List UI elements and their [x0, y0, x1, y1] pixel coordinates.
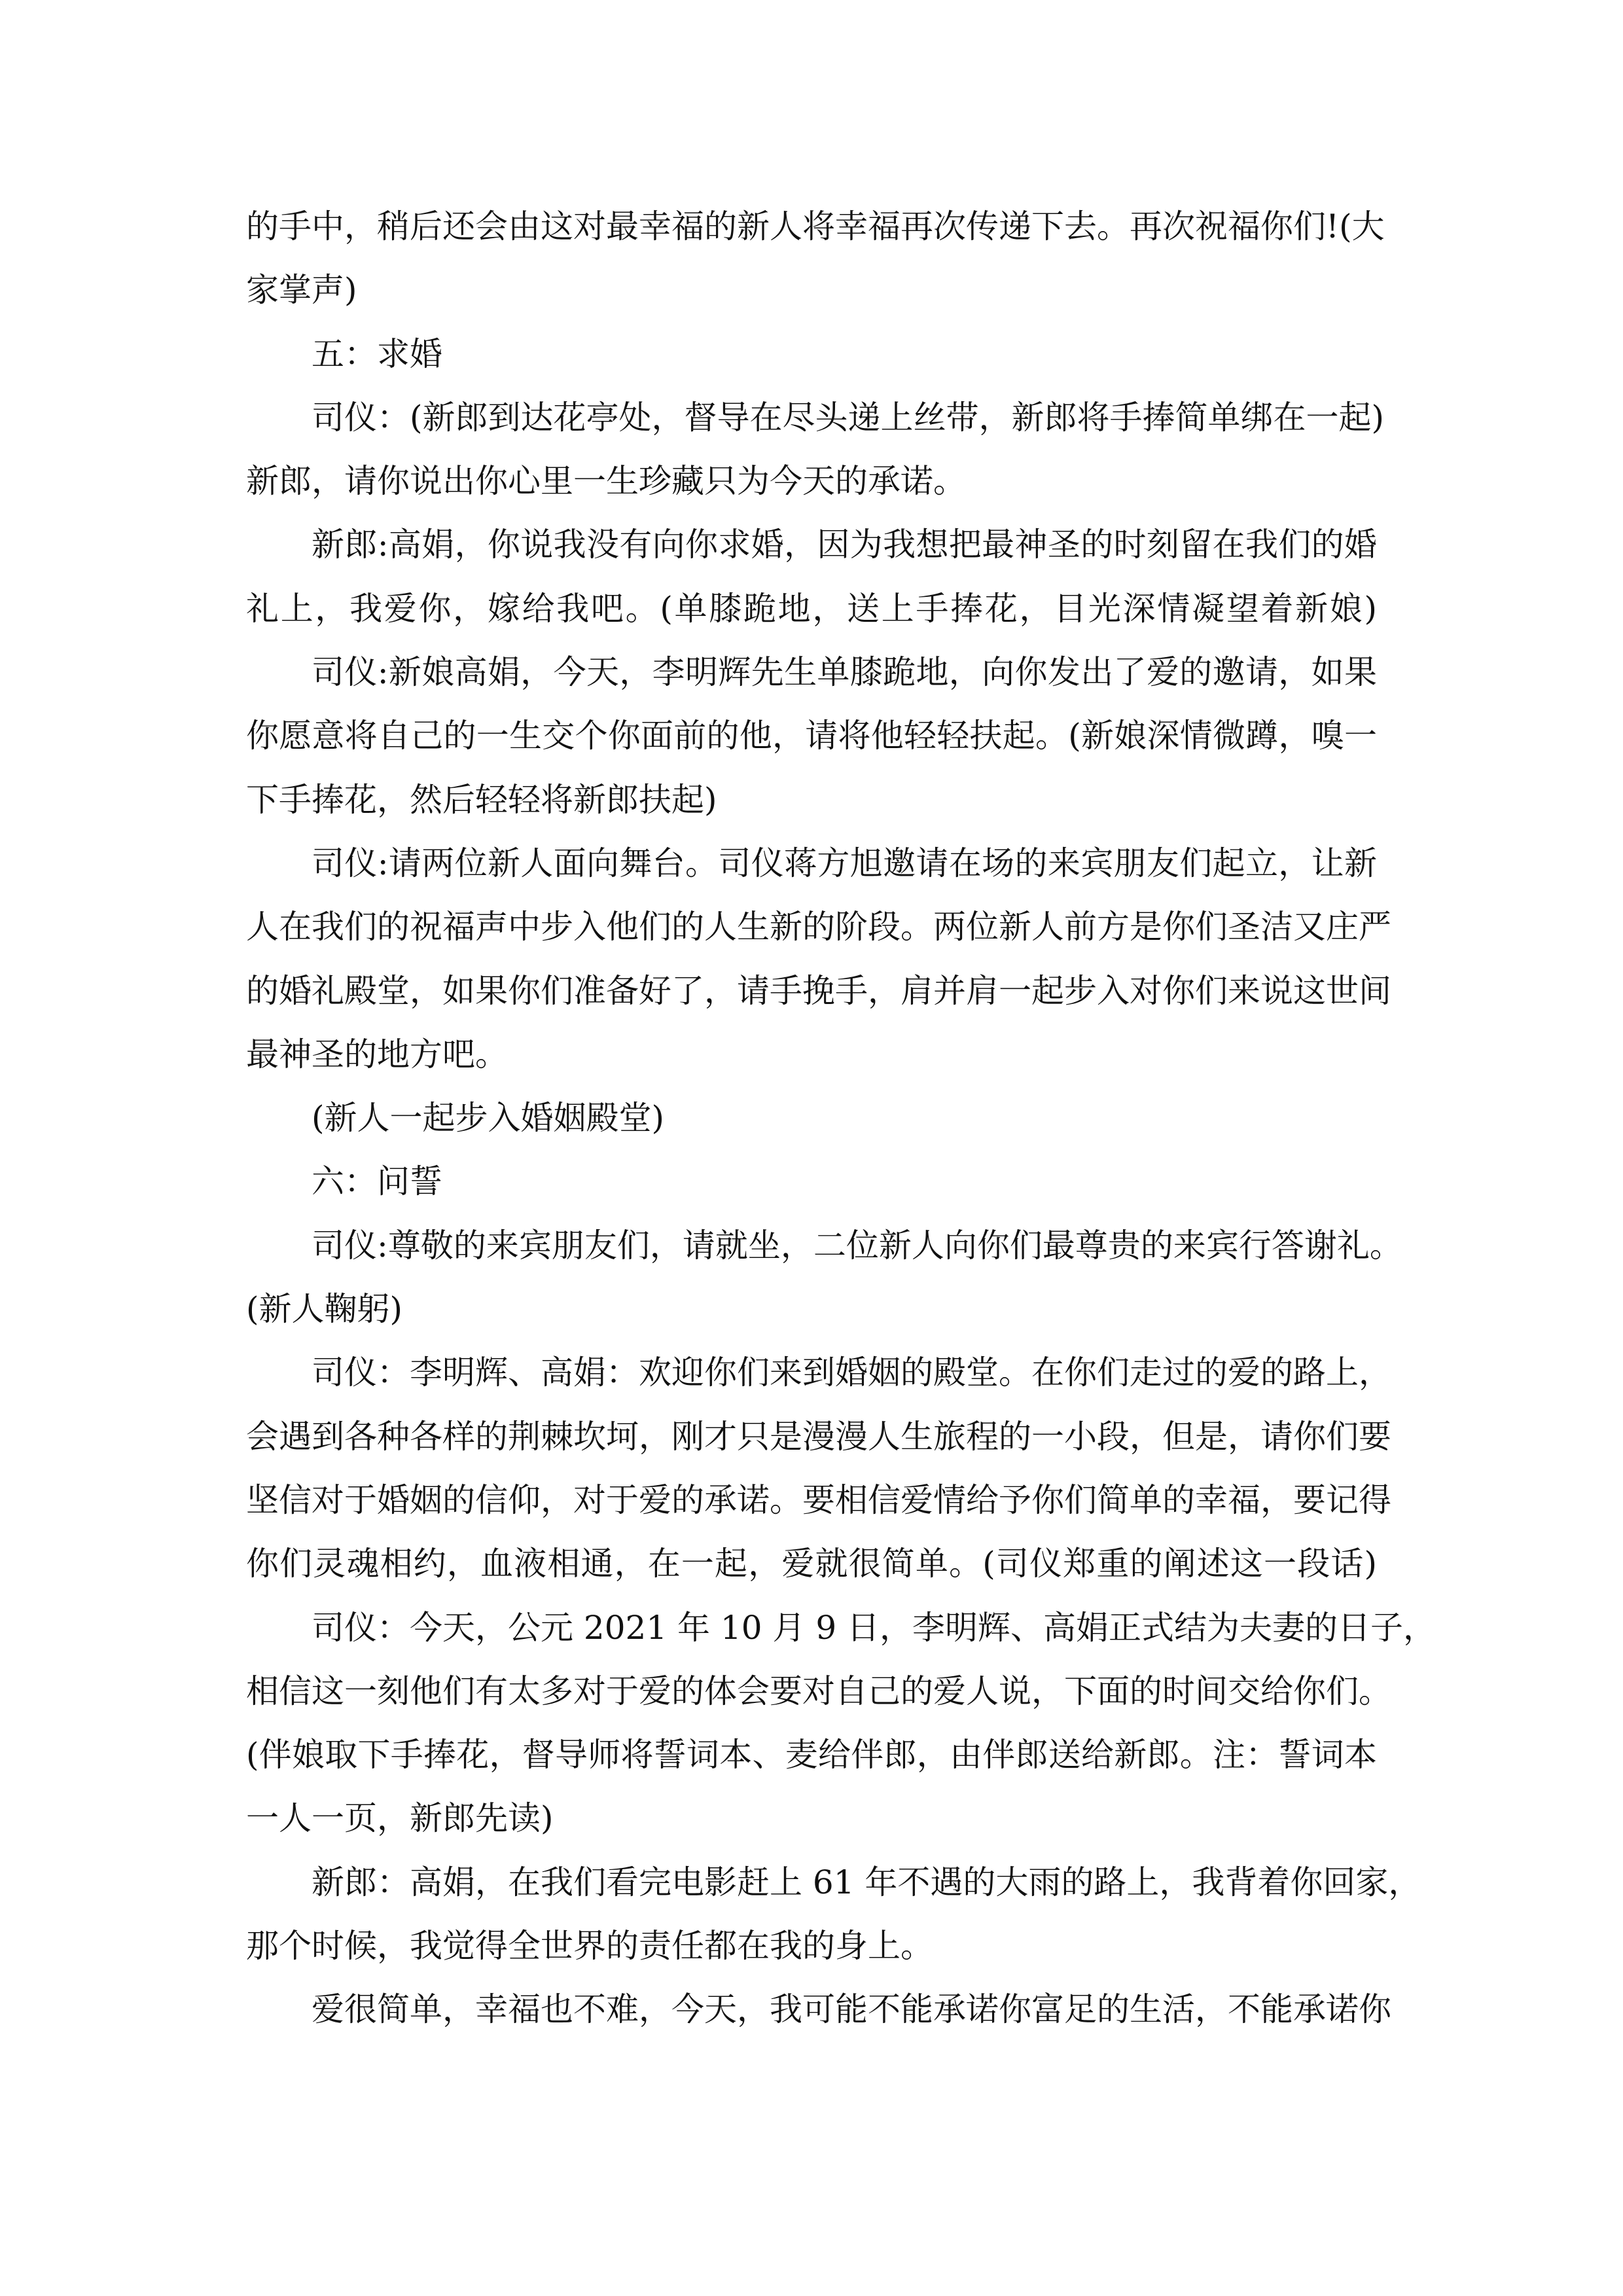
text-line: 人在我们的祝福声中步入他们的人生新的阶段。两位新人前方是你们圣洁又庄严 [246, 908, 1391, 946]
text-line: (新人鞠躬) [246, 1290, 403, 1329]
text-line: 坚信对于婚姻的信仰，对于爱的承诺。要相信爱情给予你们简单的幸福，要记得 [246, 1480, 1391, 1519]
text-line: 司仪：李明辉、高娟：欢迎你们来到婚姻的殿堂。在你们走过的爱的路上， [312, 1354, 1391, 1392]
text-line: 家掌声) [246, 271, 357, 310]
text-line: 的婚礼殿堂，如果你们准备好了，请手挽手，肩并肩一起步入对你们来说这世间 [246, 971, 1391, 1010]
text-line: 一人一页，新郎先读) [246, 1799, 554, 1838]
text-line: 会遇到各种各样的荆棘坎坷，刚才只是漫漫人生旅程的一小段，但是，请你们要 [246, 1417, 1391, 1456]
text-line: 的手中，稍后还会由这对最幸福的新人将幸福再次传递下去。再次祝福你们!(大 [246, 207, 1385, 245]
text-line: (新人一起步入婚姻殿堂) [312, 1099, 665, 1138]
text-line: 新郎，请你说出你心里一生珍藏只为今天的承诺。 [246, 462, 966, 501]
text-line: 司仪：今天，公元 2021 年 10 月 9 日，李明辉、高娟正式结为夫妻的日子， [312, 1608, 1436, 1647]
document-page [246, 195, 1436, 2042]
text-line: 那个时候，我觉得全世界的责任都在我的身上。 [246, 1927, 933, 1965]
text-line: 司仪:新娘高娟，今天，李明辉先生单膝跪地，向你发出了爱的邀请，如果 [312, 653, 1377, 692]
text-line: 你愿意将自己的一生交个你面前的他，请将他轻轻扶起。(新娘深情微蹲，嗅一 [246, 717, 1377, 755]
text-line: 新郎：高娟，在我们看完电影赶上 61 年不遇的大雨的路上，我背着你回家， [312, 1863, 1421, 1901]
text-line: 新郎:高娟，你说我没有向你求婚，因为我想把最神圣的时刻留在我们的婚 [312, 526, 1377, 564]
text-line: 礼上，我爱你，嫁给我吧。(单膝跪地，送上手捧花，目光深情凝望着新娘) [246, 589, 1377, 628]
text-line: 最神圣的地方吧。 [246, 1035, 508, 1073]
text-line: 下手捧花，然后轻轻将新郎扶起) [246, 780, 717, 819]
text-line: 司仪:请两位新人面向舞台。司仪蒋方旭邀请在场的来宾朋友们起立，让新 [312, 844, 1377, 882]
text-line: 司仪：(新郎到达花亭处，督导在尽头递上丝带，新郎将手捧简单绑在一起) [312, 398, 1385, 437]
section-heading: 六：问誓 [312, 1162, 442, 1201]
text-line: 你们灵魂相约，血液相通，在一起，爱就很简单。(司仪郑重的阐述这一段话) [246, 1545, 1377, 1583]
text-line: (伴娘取下手捧花，督导师将誓词本、麦给伴郎，由伴郎送给新郎。注：誓词本 [246, 1736, 1377, 1774]
text-line: 相信这一刻他们有太多对于爱的体会要对自己的爱人说，下面的时间交给你们。 [246, 1672, 1391, 1710]
section-heading: 五：求婚 [312, 334, 442, 373]
text-line: 司仪:尊敬的来宾朋友们，请就坐，二位新人向你们最尊贵的来宾行答谢礼。 [312, 1226, 1402, 1265]
text-line: 爱很简单，幸福也不难，今天，我可能不能承诺你富足的生活，不能承诺你 [312, 1990, 1391, 2029]
